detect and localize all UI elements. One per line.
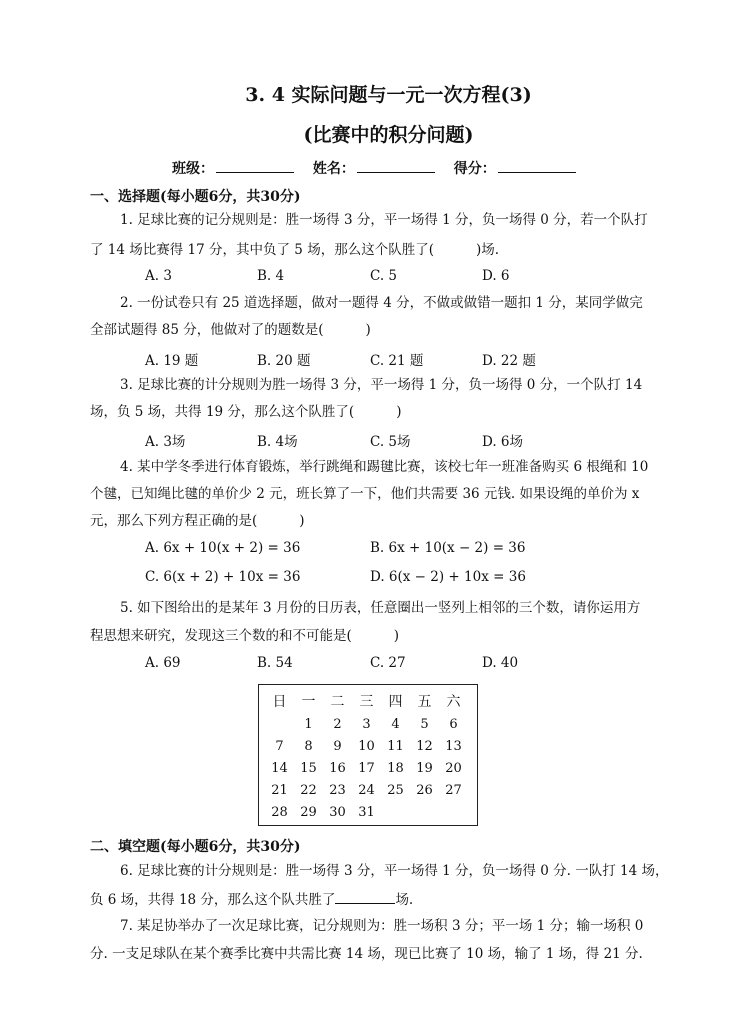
calendar-day: 9 — [333, 738, 342, 754]
question-1-line-2: 了 14 场比赛得 17 分，其中负了 5 场，那么这个队胜了( )场. — [90, 242, 500, 258]
q6-answer-blank[interactable] — [335, 889, 395, 904]
calendar-day: 21 — [271, 782, 288, 798]
q5-option-a[interactable]: A. 69 — [145, 655, 181, 671]
question-3-line-2: 场，负 5 场，共得 19 分，那么这个队胜了( ) — [90, 404, 402, 420]
q5-option-d[interactable]: D. 40 — [482, 655, 519, 671]
question-6-line-1: 6. 足球比赛的计分规则是：胜一场得 3 分，平一场得 1 分，负一场得 0 分. 一队打 14 场， — [120, 863, 669, 879]
q5-option-b[interactable]: B. 54 — [257, 655, 293, 671]
calendar-day: 20 — [445, 760, 462, 776]
calendar-header: 五 — [417, 694, 432, 710]
calendar-day: 7 — [275, 738, 284, 754]
question-7-line-1: 7. 某足协举办了一次足球比赛，记分规则为：胜一场积 3 分；平一场 1 分；输一场积 0 — [120, 918, 644, 934]
calendar-day: 31 — [358, 804, 375, 820]
calendar-day: 25 — [387, 782, 404, 798]
calendar-day — [265, 713, 294, 735]
calendar-header: 一 — [301, 694, 316, 710]
section-heading-choice: 一、选择题(每小题6分，共30分) — [90, 189, 301, 205]
calendar-day: 23 — [329, 782, 346, 798]
q4-option-b[interactable]: B. 6x + 10(x − 2) = 36 — [370, 540, 526, 556]
q2-option-d[interactable]: D. 22 题 — [482, 353, 536, 369]
calendar-day: 19 — [416, 760, 433, 776]
class-label: 班级： — [172, 161, 214, 177]
q1-option-c[interactable]: C. 5 — [370, 268, 398, 284]
calendar-day: 2 — [333, 716, 342, 732]
section-heading-fill: 二、填空题(每小题6分，共30分) — [90, 839, 301, 855]
calendar-row — [265, 779, 468, 801]
question-1-line-1: 1. 足球比赛的记分规则是：胜一场得 3 分，平一场得 1 分，负一场得 0 分，若一个队打 — [120, 212, 648, 228]
calendar-table — [265, 689, 468, 823]
calendar-row — [265, 757, 468, 779]
class-blank[interactable] — [216, 158, 294, 173]
calendar-day: 10 — [358, 738, 375, 754]
calendar-header-row — [265, 689, 468, 713]
q2-option-a[interactable]: A. 19 题 — [145, 353, 199, 369]
calendar-day: 6 — [449, 716, 458, 732]
q3-option-a[interactable]: A. 3场 — [145, 434, 186, 450]
q3-option-d[interactable]: D. 6场 — [482, 434, 524, 450]
calendar-day: 27 — [445, 782, 462, 798]
calendar-day: 29 — [300, 804, 317, 820]
calendar-day: 24 — [358, 782, 375, 798]
q2-option-c[interactable]: C. 21 题 — [370, 353, 424, 369]
march-calendar — [258, 684, 478, 826]
calendar-day: 30 — [329, 804, 346, 820]
student-info-row — [172, 158, 590, 178]
calendar-row — [265, 735, 468, 757]
calendar-header: 四 — [388, 694, 403, 710]
calendar-day: 1 — [304, 716, 313, 732]
score-label: 得分： — [453, 161, 496, 177]
q1-option-b[interactable]: B. 4 — [257, 268, 285, 284]
page-subtitle: (比赛中的积分问题) — [303, 124, 474, 146]
calendar-day: 8 — [304, 738, 313, 754]
q4-option-d[interactable]: D. 6(x − 2) + 10x = 36 — [370, 569, 526, 585]
calendar-row — [265, 713, 468, 735]
name-label: 姓名： — [312, 161, 355, 177]
calendar-day: 3 — [362, 716, 371, 732]
q1-option-d[interactable]: D. 6 — [482, 268, 510, 284]
score-blank[interactable] — [498, 158, 576, 173]
name-blank[interactable] — [357, 158, 435, 173]
question-3-line-1: 3. 足球比赛的计分规则为胜一场得 3 分，平一场得 1 分，负一场得 0 分，一个队打 14 — [120, 377, 643, 393]
calendar-day: 28 — [271, 804, 288, 820]
calendar-day: 14 — [271, 760, 288, 776]
calendar-day: 4 — [391, 716, 400, 732]
question-5-line-2: 程思想来研究，发现这三个数的和不可能是( ) — [90, 628, 400, 644]
q1-option-a[interactable]: A. 3 — [145, 268, 172, 284]
calendar-header: 三 — [359, 694, 374, 710]
page-title: 3. 4 实际问题与一元一次方程(3) — [245, 84, 532, 106]
calendar-header: 六 — [446, 694, 461, 710]
question-7-line-2: 分. 一支足球队在某个赛季比赛中共需比赛 14 场，现已比赛了 10 场，输了 1 场，得 21 分. — [90, 946, 643, 962]
q3-option-c[interactable]: C. 5场 — [370, 434, 411, 450]
q2-option-b[interactable]: B. 20 题 — [257, 353, 311, 369]
calendar-day: 16 — [329, 760, 346, 776]
question-5-line-1: 5. 如下图给出的是某年 3 月份的日历表，任意圈出一竖列上相邻的三个数，请你运用方 — [120, 600, 641, 616]
question-4-line-2: 个毽，已知绳比毽的单价少 2 元，班长算了一下，他们共需要 36 元钱. 如果设绳的单价为 x — [90, 486, 640, 502]
calendar-day — [439, 801, 468, 823]
q4-option-c[interactable]: C. 6(x + 2) + 10x = 36 — [145, 569, 301, 585]
question-2-line-2: 全部试题得 85 分，他做对了的题数是( ) — [90, 322, 371, 338]
question-4-line-3: 元，那么下列方程正确的是( ) — [90, 513, 305, 529]
calendar-day: 5 — [420, 716, 429, 732]
calendar-day: 15 — [300, 760, 317, 776]
calendar-day: 12 — [416, 738, 433, 754]
calendar-day: 17 — [358, 760, 375, 776]
q4-option-a[interactable]: A. 6x + 10(x + 2) = 36 — [145, 540, 301, 556]
calendar-day: 22 — [300, 782, 317, 798]
calendar-day: 18 — [387, 760, 404, 776]
calendar-header: 日 — [272, 694, 287, 710]
q3-option-b[interactable]: B. 4场 — [257, 434, 298, 450]
q5-option-c[interactable]: C. 27 — [370, 655, 406, 671]
calendar-day: 13 — [445, 738, 462, 754]
question-4-line-1: 4. 某中学冬季进行体育锻炼，举行跳绳和踢毽比赛，该校七年一班准备购买 6 根绳和 10 — [120, 459, 649, 475]
calendar-day — [381, 801, 410, 823]
calendar-day — [410, 801, 439, 823]
question-2-line-1: 2. 一份试卷只有 25 道选择题，做对一题得 4 分，不做或做错一题扣 1 分，某同学做完 — [120, 295, 643, 311]
calendar-day: 11 — [387, 738, 404, 754]
question-6-line-2: 负 6 场，共得 18 分，那么这个队共胜了 场. — [90, 889, 650, 910]
calendar-row — [265, 801, 468, 823]
calendar-day: 26 — [416, 782, 433, 798]
calendar-header: 二 — [330, 694, 345, 710]
